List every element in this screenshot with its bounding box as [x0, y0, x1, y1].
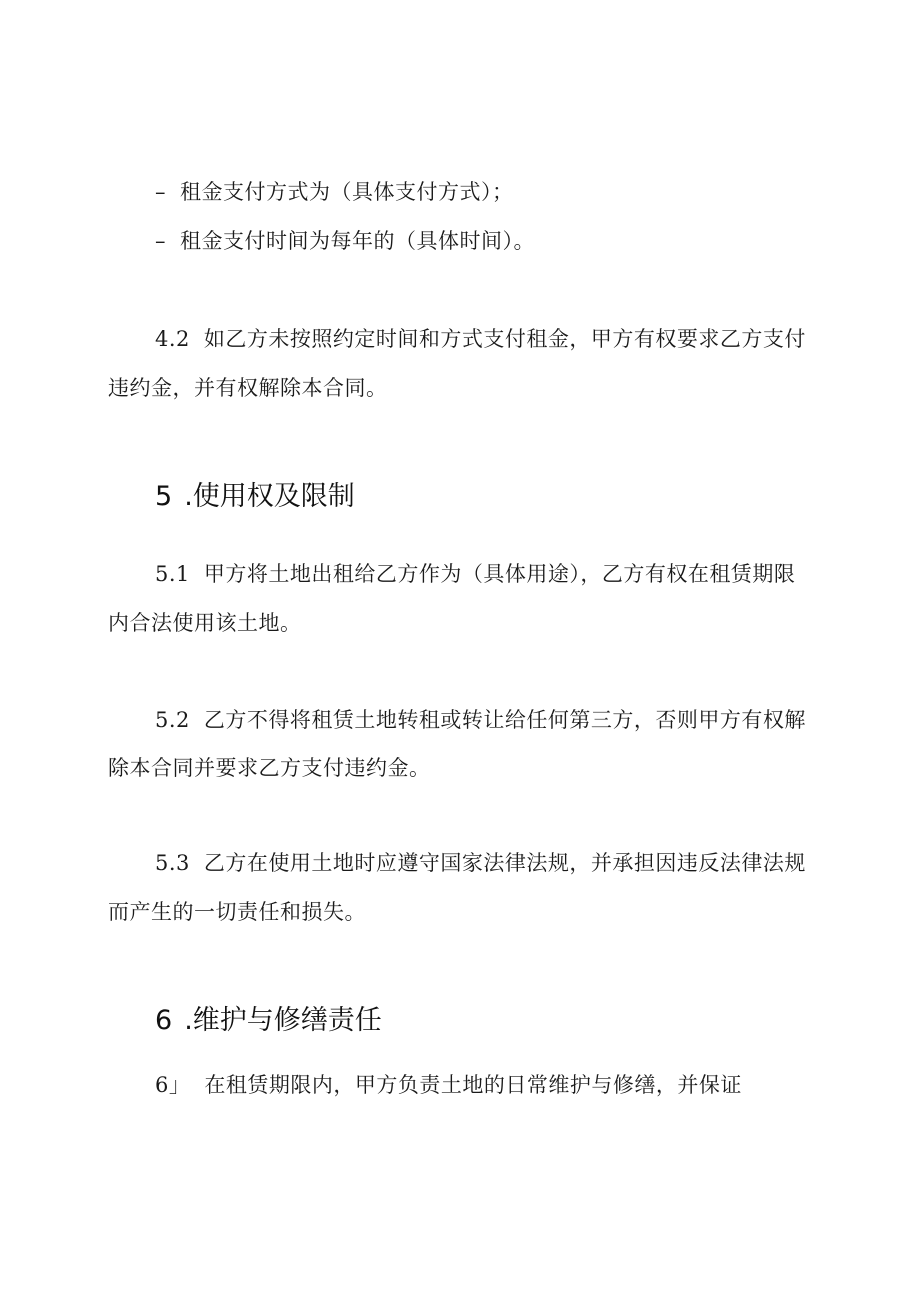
clause-text: 如乙方未按照约定时间和方式支付租金，甲方有权要求乙方支付: [203, 327, 806, 351]
clause-text: 而产生的一切责任和损失。: [108, 900, 366, 924]
bullet-text: 租金支付方式为（具体支付方式）；: [180, 180, 514, 204]
clause-number: 5.3: [155, 851, 190, 875]
clause-5-1-line1: [155, 560, 795, 588]
clause-5-1-line2: [108, 609, 302, 637]
section-number: 6: [155, 1005, 173, 1036]
section-heading-6: [155, 1004, 382, 1038]
clause-number: 4.2: [155, 327, 190, 351]
clause-text: 违约金，并有权解除本合同。: [108, 376, 388, 400]
section-number: 5: [155, 481, 173, 512]
bullet-payment-time: [155, 227, 535, 255]
clause-5-3-line1: [155, 849, 806, 877]
clause-6-1-line1: [155, 1071, 742, 1099]
clause-number: 6」: [155, 1073, 191, 1097]
clause-4-2-line1: [155, 325, 806, 353]
bullet-text: 租金支付时间为每年的（具体时间）。: [180, 229, 535, 253]
section-title: .使用权及限制: [184, 481, 355, 512]
clause-number: 5.1: [155, 562, 190, 586]
section-heading-5: [155, 480, 355, 514]
bullet-marker: –: [155, 180, 166, 204]
clause-5-2-line2: [108, 754, 431, 782]
clause-text: 乙方在使用土地时应遵守国家法律法规，并承担因违反法律法规: [203, 851, 806, 875]
bullet-payment-method: [155, 178, 514, 206]
clause-text: 在租赁期限内，甲方负责土地的日常维护与修缮，并保证: [204, 1073, 742, 1097]
clause-5-3-line2: [108, 898, 366, 926]
section-title: .维护与修缮责任: [184, 1005, 382, 1036]
clause-number: 5.2: [155, 708, 190, 732]
clause-text: 内合法使用该土地。: [108, 611, 302, 635]
clause-4-2-line2: [108, 374, 388, 402]
clause-text: 除本合同并要求乙方支付违约金。: [108, 756, 431, 780]
bullet-marker: –: [155, 229, 166, 253]
clause-5-2-line1: [155, 706, 806, 734]
clause-text: 甲方将土地出租给乙方作为（具体用途），乙方有权在租赁期限: [203, 562, 796, 586]
clause-text: 乙方不得将租赁土地转租或转让给任何第三方，否则甲方有权解: [203, 708, 806, 732]
